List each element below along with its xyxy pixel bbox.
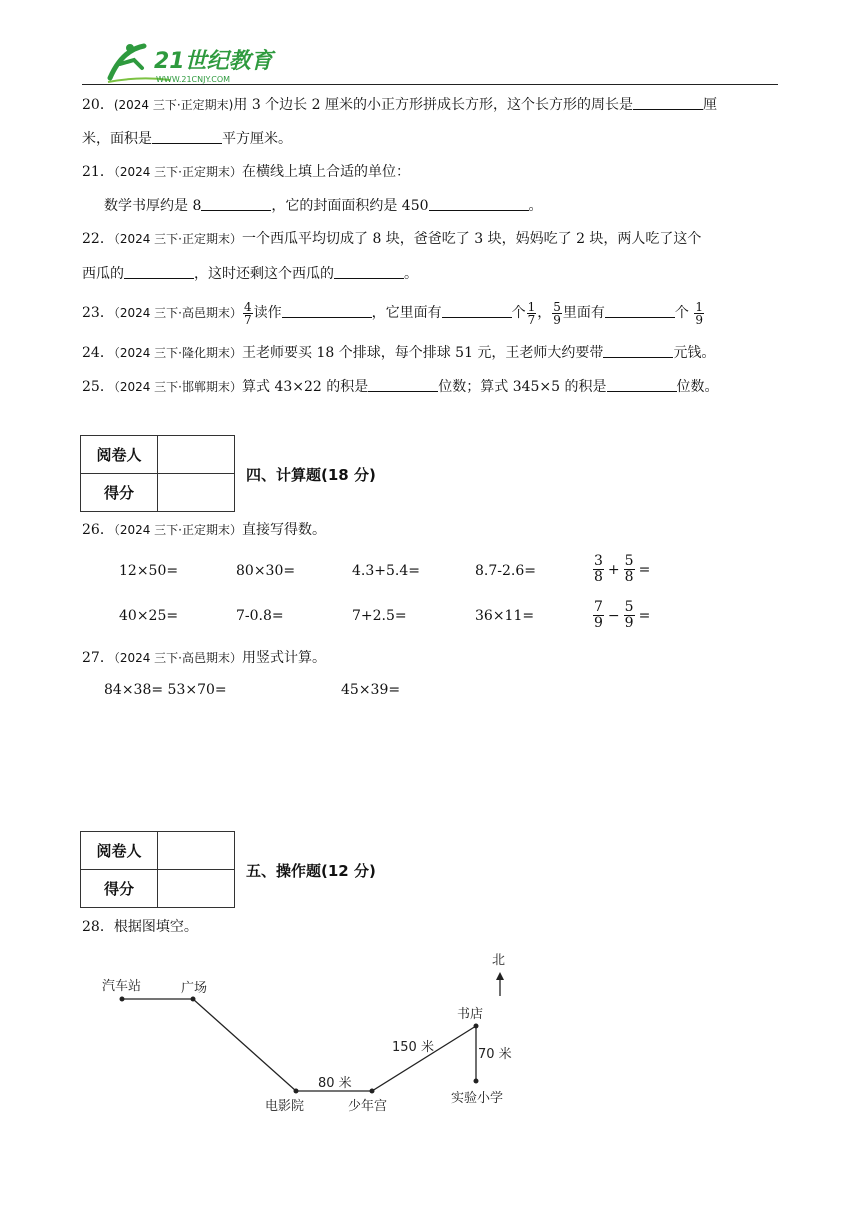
answer-blank[interactable] xyxy=(368,376,438,392)
question-22-cont: 西瓜的 ，这时还剩这个西瓜的 。 xyxy=(82,263,418,284)
answer-blank[interactable] xyxy=(442,302,512,318)
north-label: 北 xyxy=(492,953,506,968)
distance-label: 80 米 xyxy=(318,1076,352,1091)
distance-label: 150 米 xyxy=(392,1040,434,1055)
question-21: 21．（2024 三下·正定期末）在横线上填上合适的单位： xyxy=(82,164,410,180)
point-bus-station xyxy=(120,997,125,1002)
route-map xyxy=(95,945,525,1125)
question-21-cont: 数学书厚约是 8 ，它的封面面积约是 450 。 xyxy=(104,195,543,216)
fraction: $\frac{5}{9}$ xyxy=(553,299,561,327)
logo-url: WWW.21CNJY.COM xyxy=(156,75,231,84)
header-rule xyxy=(82,84,778,85)
question-28: 28．根据图填空。 xyxy=(82,919,198,935)
question-22: 22．（2024 三下·正定期末）一个西瓜平均切成了 8 块，爸爸吃了 3 块，妈妈吃了 2 块，两人吃了这个 xyxy=(82,231,702,247)
distance-label: 70 米 xyxy=(478,1047,512,1062)
youth-palace-label: 少年宫 xyxy=(348,1099,388,1114)
answer-blank[interactable] xyxy=(201,195,271,211)
bus-station-label: 汽车站 xyxy=(102,979,142,994)
score-box xyxy=(80,831,235,908)
point-square xyxy=(191,997,196,1002)
calc-item: 4.3+5.4= xyxy=(352,563,420,579)
point-youth-palace xyxy=(370,1089,375,1094)
question-20: 20．(2024 三下·正定期末)用 3 个边长 2 厘米的小正方形拼成长方形，这个长方形的周长是 厘 xyxy=(82,94,717,115)
answer-blank[interactable] xyxy=(603,342,673,358)
question-24: 24．（2024 三下·隆化期末）王老师要买 18 个排球，每个排球 51 元，王老师大约要带 元钱。 xyxy=(82,342,715,363)
reviewer-field[interactable] xyxy=(158,436,235,474)
answer-blank[interactable] xyxy=(633,94,703,110)
answer-blank[interactable] xyxy=(124,263,194,279)
score-label: 得分 xyxy=(81,474,158,512)
calc-fraction-item: $\frac{3}{8}$ + $\frac{5}{8}$ = xyxy=(594,553,651,585)
answer-blank[interactable] xyxy=(605,302,675,318)
question-23: 23．（2024 三下·高邑期末） $\frac{4}{7}$ 读作 ，它里面有 个 $\frac{1}{7}$ ， $\frac{5}{9}$ 里面有 个 $\frac{1}{9}$ xyxy=(82,299,704,327)
reviewer-field[interactable] xyxy=(158,832,235,870)
answer-blank[interactable] xyxy=(334,263,404,279)
calc-fraction-item: $\frac{7}{9}$ − $\frac{5}{9}$ = xyxy=(594,599,651,631)
question-26: 26．（2024 三下·正定期末）直接写得数。 xyxy=(82,522,326,538)
reviewer-label: 阅卷人 xyxy=(81,832,158,870)
fraction: $\frac{1}{7}$ xyxy=(527,299,536,327)
vertical-calc-item: 45×39= xyxy=(341,682,401,698)
score-field[interactable] xyxy=(158,870,235,908)
question-25: 25．（2024 三下·邯郸期末）算式 43×22 的积是 位数；算式 345×5 的积是 位数。 xyxy=(82,376,719,397)
point-bookstore xyxy=(474,1024,479,1029)
cinema-label: 电影院 xyxy=(265,1099,305,1114)
fraction: $\frac{1}{9}$ xyxy=(695,299,704,327)
calc-item: 40×25= xyxy=(119,608,179,624)
square-label: 广场 xyxy=(181,981,208,996)
score-field[interactable] xyxy=(158,474,235,512)
site-logo xyxy=(100,38,280,86)
score-label: 得分 xyxy=(81,870,158,908)
answer-blank[interactable] xyxy=(429,195,529,211)
north-arrow-icon xyxy=(496,972,504,980)
bookstore-label: 书店 xyxy=(457,1007,484,1022)
section-title: 四、计算题(18 分) xyxy=(246,466,376,484)
logo-title: 21世纪教育 xyxy=(154,49,273,74)
calc-item: 7-0.8= xyxy=(236,608,284,624)
question-27: 27．（2024 三下·高邑期末）用竖式计算。 xyxy=(82,650,326,666)
score-box xyxy=(80,435,235,512)
point-cinema xyxy=(294,1089,299,1094)
calc-item: 7+2.5= xyxy=(352,608,407,624)
answer-blank[interactable] xyxy=(282,302,372,318)
point-school xyxy=(474,1079,479,1084)
calc-item: 12×50= xyxy=(119,563,179,579)
calc-item: 36×11= xyxy=(475,608,535,624)
answer-blank[interactable] xyxy=(152,128,222,144)
reviewer-label: 阅卷人 xyxy=(81,436,158,474)
vertical-calc-items: 84×38= 53×70= xyxy=(104,682,227,698)
answer-blank[interactable] xyxy=(607,376,677,392)
section-title: 五、操作题(12 分) xyxy=(246,862,376,880)
calc-item: 8.7-2.6= xyxy=(475,563,536,579)
question-20-cont: 米，面积是 平方厘米。 xyxy=(82,128,292,149)
fraction: $\frac{4}{7}$ xyxy=(244,299,252,327)
calc-item: 80×30= xyxy=(236,563,296,579)
school-label: 实验小学 xyxy=(451,1091,504,1106)
